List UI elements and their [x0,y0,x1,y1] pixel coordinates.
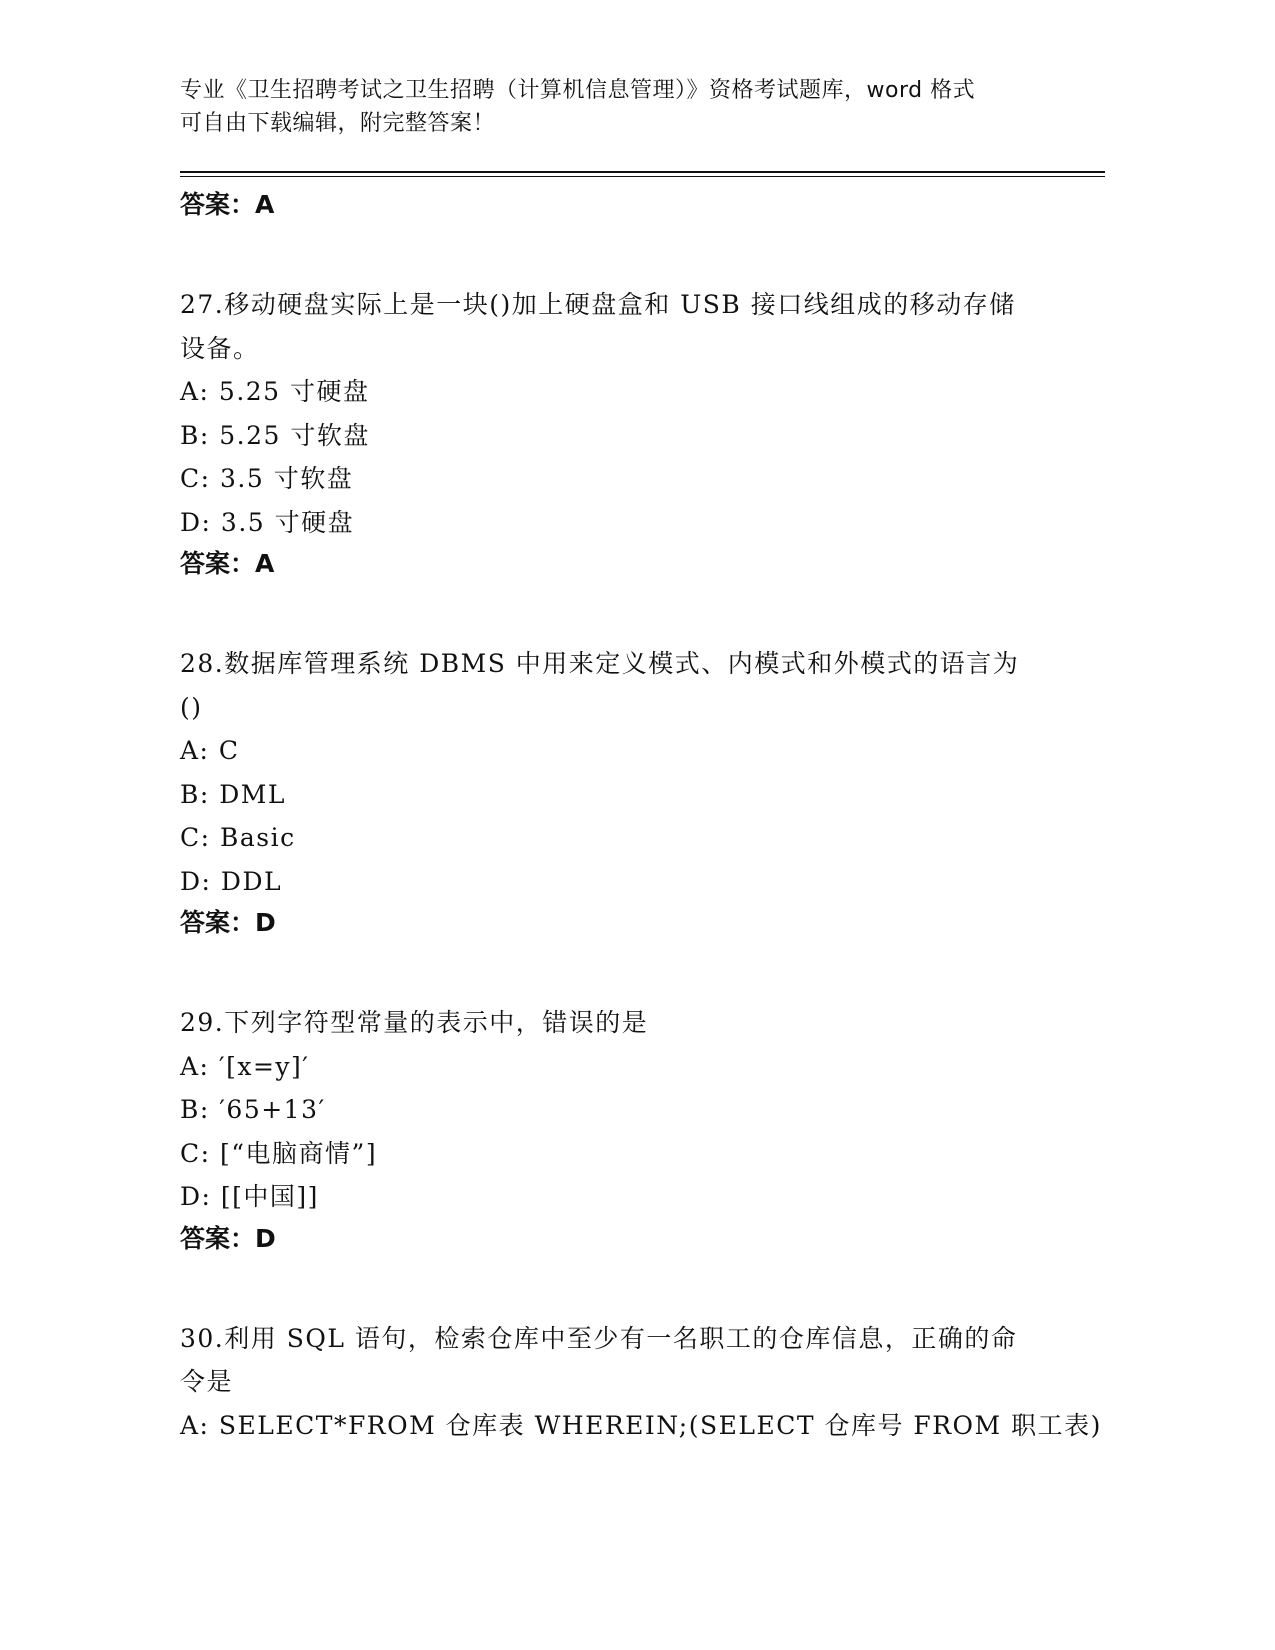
question-29 [180,1001,1060,1259]
page-header [180,74,1080,140]
question-text: 30.利用 SQL 语句，检索仓库中至少有一名职工的仓库信息，正确的命 [180,1323,1018,1353]
header-line-1: 专业《卫生招聘考试之卫生招聘（计算机信息管理）》资格考试题库，word 格式 [180,78,976,103]
header-rule-thick [180,171,1105,173]
option-b: B: ′65+13′ [180,1095,326,1124]
question-text: 27.移动硬盘实际上是一块()加上硬盘盒和 USB 接口线组成的移动存储 [180,290,1016,319]
header-line-2: 可自由下载编辑，附完整答案！ [180,111,496,136]
document-body [180,183,1102,1447]
question-30 [180,1317,1102,1448]
option-b: B: DML [180,779,286,809]
option-a: A: ′[x=y]′ [180,1051,310,1081]
answer: 答案：D [180,908,276,937]
option-c: C: [“电脑商情”] [180,1138,378,1168]
option-d: D: 3.5 寸硬盘 [180,507,355,537]
answer: 答案：A [180,549,275,578]
option-a: A: 5.25 寸硬盘 [180,377,370,406]
option-d: D: [[中国]] [180,1182,319,1211]
option-d: D: DDL [180,866,283,896]
option-a: A: SELECT*FROM 仓库表 WHEREIN;(SELECT 仓库号 FROM 职工表) [180,1410,1102,1440]
question-27 [180,283,1060,584]
option-c: C: 3.5 寸软盘 [180,464,354,493]
previous-answer: 答案：A [180,190,275,219]
question-28 [180,642,1060,943]
option-c: C: Basic [180,823,296,852]
question-text-continued: () [180,692,203,722]
header-rule-thin [180,176,1105,177]
question-text-continued: 令是 [180,1367,234,1396]
question-text: 29.下列字符型常量的表示中，错误的是 [180,1008,649,1037]
option-a: A: C [180,736,240,765]
option-b: B: 5.25 寸软盘 [180,420,370,450]
answer: 答案：D [180,1223,276,1253]
question-text-continued: 设备。 [180,333,260,363]
question-text: 28.数据库管理系统 DBMS 中用来定义模式、内模式和外模式的语言为 [180,649,1020,678]
